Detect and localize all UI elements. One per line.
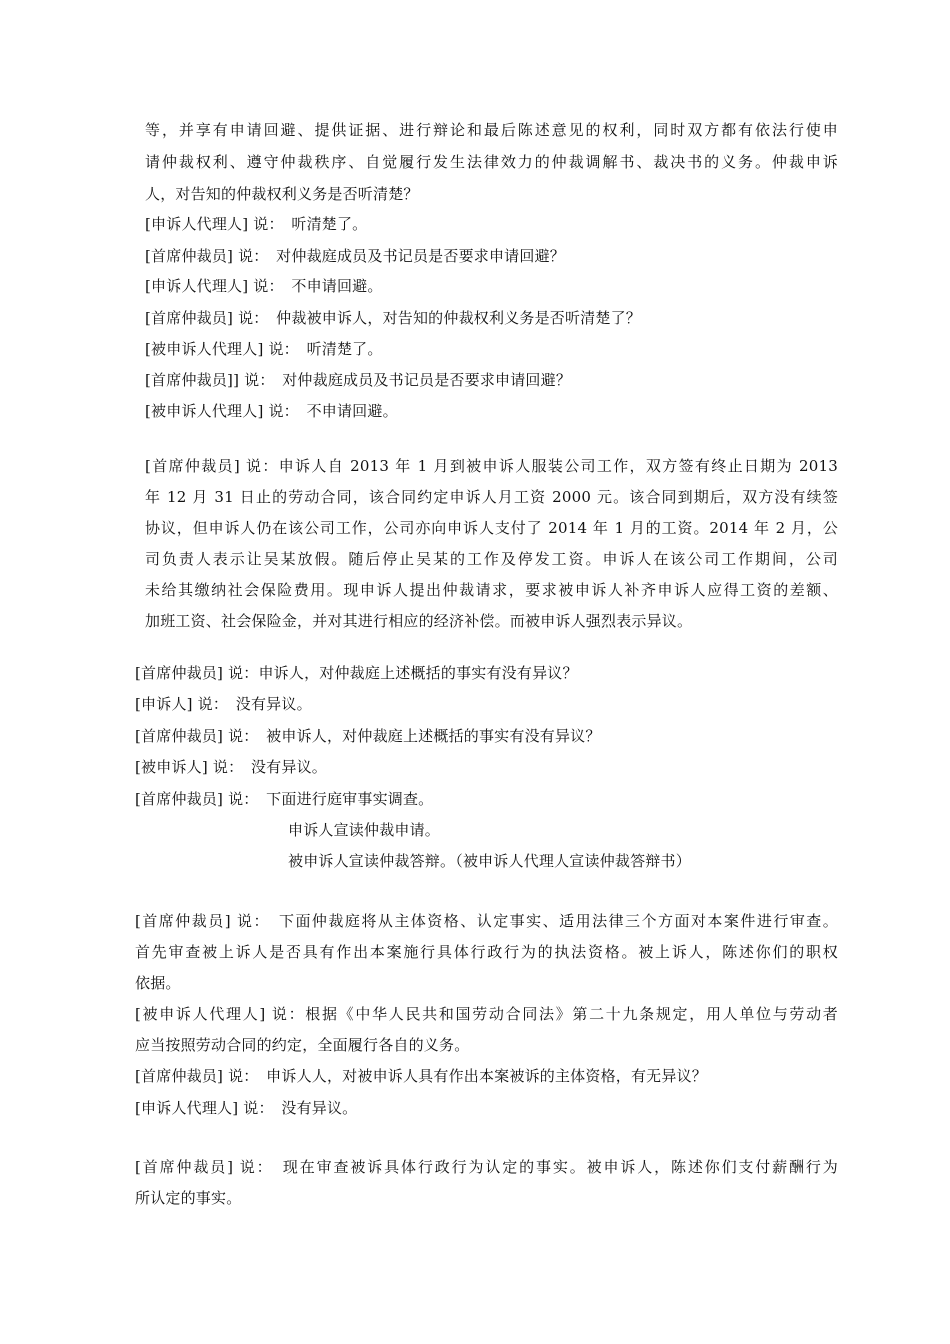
dialogue-line: [被申诉人代理人] 说： 听清楚了。 [145, 340, 383, 358]
dialogue-line: [申诉人代理人] 说： 没有异议。 [135, 1099, 358, 1117]
paragraph-line: 等，并享有申请回避、提供证据、进行辩论和最后陈述意见的权利，同时双方都有依法行使申 [145, 121, 838, 139]
paragraph-line: 请仲裁权利、遵守仲裁秩序、自觉履行发生法律效力的仲裁调解书、裁决书的义务。仲裁申诉 [145, 153, 838, 171]
paragraph-line: 年 12 月 31 日止的劳动合同，该合同约定申诉人月工资 2000 元。该合同到期后，双方没有续签 [145, 488, 838, 506]
paragraph-line: 所认定的事实。 [135, 1189, 242, 1207]
dialogue-line: [被申诉人] 说： 没有异议。 [135, 758, 327, 776]
indented-line: 申诉人宣读仲裁申请。 [288, 821, 441, 839]
dialogue-line: [首席仲裁员] 说： 申诉人人，对被申诉人具有作出本案被诉的主体资格，有无异议？ [135, 1067, 707, 1085]
paragraph-line: 未给其缴纳社会保险费用。现申诉人提出仲裁请求，要求被申诉人补齐申诉人应得工资的差额、 [145, 581, 838, 599]
paragraph-line: [首席仲裁员] 说： 下面仲裁庭将从主体资格、认定事实、适用法律三个方面对本案件进行审查。 [135, 912, 838, 930]
paragraph-line: [首席仲裁员] 说： 现在审查被诉具体行政行为认定的事实。被申诉人，陈述你们支付薪酬行为 [135, 1158, 838, 1176]
indented-line: 被申诉人宣读仲裁答辩。（被申诉人代理人宣读仲裁答辩书） [288, 852, 691, 870]
paragraph-line: 依据。 [135, 974, 181, 992]
paragraph-line: [被申诉人代理人] 说：根据《中华人民共和国劳动合同法》第二十九条规定，用人单位与劳动者 [135, 1005, 838, 1023]
dialogue-line: [首席仲裁员] 说： 仲裁被申诉人，对告知的仲裁权利义务是否听清楚了？ [145, 309, 641, 327]
paragraph-line: 人，对告知的仲裁权利义务是否听清楚？ [145, 185, 419, 203]
paragraph-line: 首先审查被上诉人是否具有作出本案施行具体行政行为的执法资格。被上诉人，陈述你们的职权 [135, 943, 838, 961]
paragraph-line: 应当按照劳动合同的约定，全面履行各自的义务。 [135, 1036, 470, 1054]
dialogue-line: [首席仲裁员]] 说： 对仲裁庭成员及书记员是否要求申请回避？ [145, 371, 572, 389]
dialogue-line: [首席仲裁员] 说： 对仲裁庭成员及书记员是否要求申请回避？ [145, 247, 565, 265]
dialogue-line: [首席仲裁员] 说：申诉人，对仲裁庭上述概括的事实有没有异议？ [135, 664, 578, 682]
paragraph-line: 协议，但申诉人仍在该公司工作，公司亦向申诉人支付了 2014 年 1 月的工资。2014 年 2 月，公 [145, 519, 838, 537]
dialogue-line: [申诉人代理人] 说： 不申请回避。 [145, 277, 383, 295]
dialogue-line: [被申诉人代理人] 说： 不申请回避。 [145, 402, 398, 420]
dialogue-line: [申诉人] 说： 没有异议。 [135, 695, 312, 713]
dialogue-line: [首席仲裁员] 说： 被申诉人，对仲裁庭上述概括的事实有没有异议？ [135, 727, 601, 745]
dialogue-line: [首席仲裁员] 说： 下面进行庭审事实调查。 [135, 790, 434, 808]
dialogue-line: [申诉人代理人] 说： 听清楚了。 [145, 215, 368, 233]
paragraph-line: 司负责人表示让吴某放假。随后停止吴某的工作及停发工资。申诉人在该公司工作期间，公司 [145, 550, 838, 568]
paragraph-line: [首席仲裁员] 说：申诉人自 2013 年 1 月到被申诉人服装公司工作，双方签有终止日期为 2013 [145, 457, 838, 475]
paragraph-line: 加班工资、社会保险金，并对其进行相应的经济补偿。而被申诉人强烈表示异议。 [145, 612, 693, 630]
